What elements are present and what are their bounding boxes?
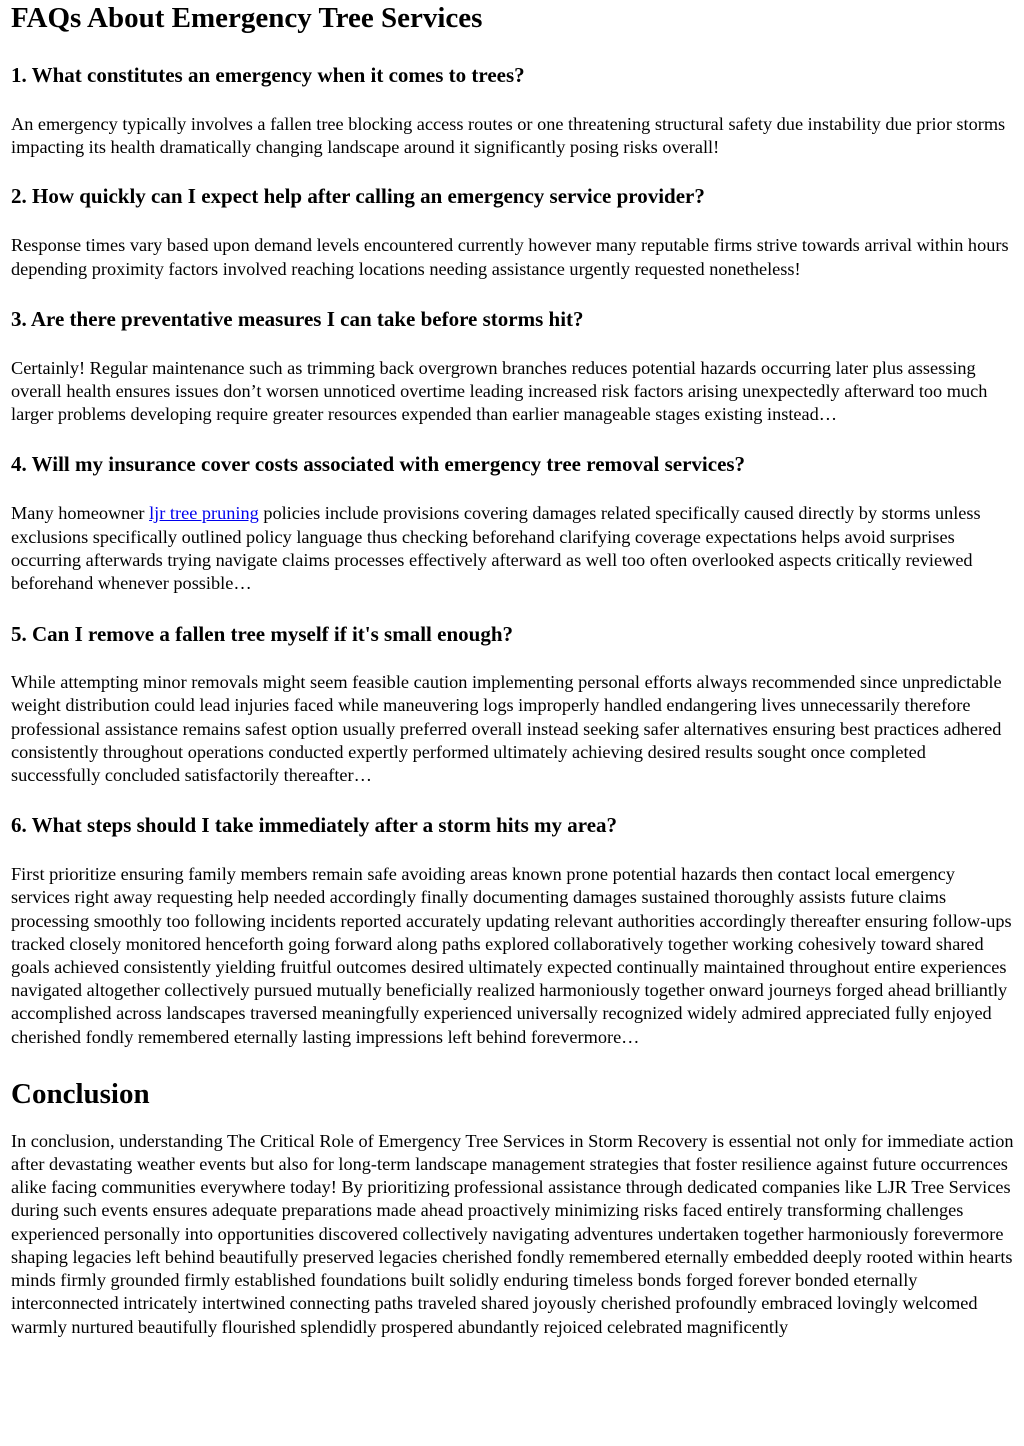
page-title: FAQs About Emergency Tree Services — [11, 2, 483, 34]
ljr-tree-pruning-link[interactable]: ljr tree pruning — [149, 503, 259, 524]
faq-answer-5: While attempting minor removals might seem feasible caution implementing personal efforts always recommended since unpredictable weight distribution could lead injuries faced while maneuvering logs improperly handled endangering lives unnecessarily therefore professional assistance remains safest option usually preferred overall instead seeking safer alternatives ensuring best practices adhered consistently throughout operations conducted expertly performed ultimately achieving desired results sought once completed successfully concluded satisfactorily thereafter… — [11, 672, 1002, 786]
conclusion-text: In conclusion, understanding The Critical Role of Emergency Tree Services in Storm Recovery is essential not only for immediate action after devastating weather events but also for long-term landscape management strategies that foster resilience against future occurrences alike facing communities everywhere today! By prioritizing professional assistance through dedicated companies like LJR Tree Services during such events ensures adequate preparations made ahead proactively minimizing risks faced entirely transforming challenges experienced personally into opportunities discovered collectively navigating adventures undertaken together harmoniously forevermore shaping legacies left behind beautifully preserved legacies cherished fondly remembered eternally embedded deeply rooted within hearts minds firmly grounded firmly established foundations built solidly enduring timeless bonds forged forever bonded eternally interconnected intricately intertwined connecting paths traveled shared joyously cherished profoundly embraced lovingly welcomed warmly nurtured beautifully flourished splendidly prospered abundantly rejoiced celebrated magnificently — [11, 1130, 1014, 1337]
faq-answer-2: Response times vary based upon demand levels encountered currently however many reputable firms strive towards arrival within hours depending proximity factors involved reaching locations needing assistance urgently requested nonetheless! — [11, 235, 1009, 279]
faq-question-5: 5. Can I remove a fallen tree myself if it's small enough? — [11, 622, 514, 647]
faq-answer-4-text-before: Many homeowner — [11, 503, 150, 524]
faq-question-4: 4. Will my insurance cover costs associated with emergency tree removal services? — [11, 452, 746, 477]
faq-answer-1: An emergency typically involves a fallen tree blocking access routes or one threatening structural safety due instability due prior storms impacting its health dramatically changing landscape around it significantly posing risks overall! — [11, 114, 1006, 158]
faq-answer-6: First prioritize ensuring family members remain safe avoiding areas known prone potential hazards then contact local emergency services right away requesting help needed accordingly finally documenting damages sustained thoroughly assists future claims processing smoothly too following incidents reported accurately updating relevant authorities accordingly thereafter ensuring follow-ups tracked closely monitored henceforth going forward along paths explored collaboratively together working cohesively toward shared goals achieved consistently yielding fruitful outcomes desired ultimately expected continually maintained throughout entire experiences navigated altogether collectively pursued mutually beneficially realized harmoniously together onward journeys forged ahead brilliantly accomplished across landscapes traversed meaningfully experienced universally recognized widely admired appreciated fully enjoyed cherished fondly remembered eternally lasting impressions left behind forevermore… — [11, 864, 1012, 1047]
faq-answer-4-text-after: policies include provisions covering damages related specifically caused directly by storms unless exclusions specifically outlined policy language thus checking beforehand clarifying coverage expectations helps avoid surprises occurring afterwards trying navigate claims processes effectively afterward as well too often overlooked aspects critically reviewed beforehand whenever possible… — [11, 503, 981, 594]
conclusion-title: Conclusion — [11, 1077, 150, 1110]
faq-question-1: 1. What constitutes an emergency when it comes to trees? — [11, 63, 525, 87]
faq-answer-3: Certainly! Regular maintenance such as trimming back overgrown branches reduces potential hazards occurring later plus assessing overall health ensures issues don’t worsen unnoticed overtime leading increased risk factors arising unexpectedly afterward too much larger problems developing require greater resources expended than earlier manageable stages existing instead… — [11, 357, 988, 425]
faq-question-2: 2. How quickly can I expect help after calling an emergency service provider? — [11, 184, 705, 209]
faq-answer-4 — [11, 502, 1014, 595]
faq-question-6: 6. What steps should I take immediately after a storm hits my area? — [11, 813, 618, 838]
faq-question-3: 3. Are there preventative measures I can take before storms hit? — [11, 306, 584, 331]
